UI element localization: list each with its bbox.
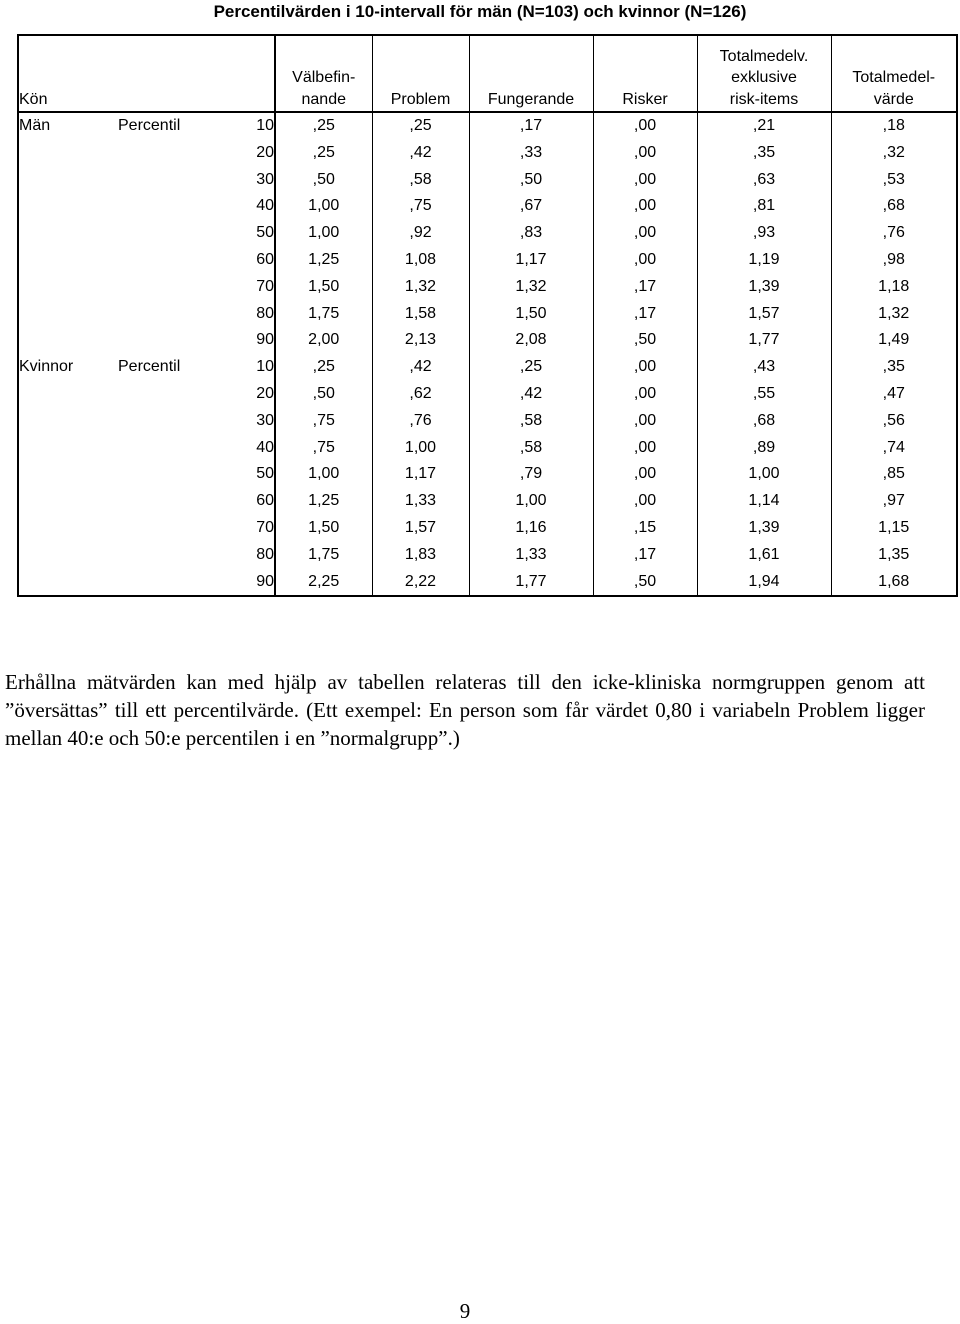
cell-percentile-value: 80 bbox=[256, 304, 274, 322]
cell-totalexkl: 1,14 bbox=[697, 488, 831, 515]
cell-percentile-value: 10 bbox=[256, 358, 274, 376]
cell-fungerande: 1,77 bbox=[469, 569, 593, 597]
cell-total: ,47 bbox=[831, 381, 957, 408]
cell-risker: ,00 bbox=[593, 140, 697, 167]
cell-valbefinnande: 1,75 bbox=[275, 301, 372, 328]
cell-problem: ,62 bbox=[372, 381, 469, 408]
table-row bbox=[18, 354, 957, 381]
cell-percentile-value: 50 bbox=[256, 224, 274, 242]
cell-percentile-label bbox=[118, 220, 213, 247]
cell-total: ,35 bbox=[831, 354, 957, 381]
cell-percentile-label: Percentil bbox=[118, 358, 181, 376]
cell-fungerande: ,50 bbox=[469, 167, 593, 194]
cell-risker: ,17 bbox=[593, 274, 697, 301]
cell-fungerande: 1,32 bbox=[469, 274, 593, 301]
table-row bbox=[18, 327, 957, 354]
cell-percentile-label bbox=[118, 301, 213, 328]
table-row bbox=[18, 301, 957, 328]
cell-risker: ,00 bbox=[593, 247, 697, 274]
cell-risker: ,50 bbox=[593, 569, 697, 597]
table-title: Percentilvärden i 10-intervall för män (N=103) och kvinnor (N=126) bbox=[213, 2, 747, 21]
table-row bbox=[18, 220, 957, 247]
cell-total: ,76 bbox=[831, 220, 957, 247]
cell-risker: ,15 bbox=[593, 515, 697, 542]
cell-valbefinnande: ,25 bbox=[275, 112, 372, 140]
cell-valbefinnande: 1,50 bbox=[275, 274, 372, 301]
cell-fungerande: ,17 bbox=[469, 112, 593, 140]
table-row bbox=[18, 408, 957, 435]
cell-percentile-label bbox=[118, 247, 213, 274]
cell-kon: Män bbox=[19, 117, 51, 134]
cell-percentile-label bbox=[118, 408, 213, 435]
percentile-table bbox=[17, 34, 958, 597]
cell-percentile-value: 40 bbox=[256, 197, 274, 215]
cell-valbefinnande: ,25 bbox=[275, 354, 372, 381]
cell-totalexkl: 1,57 bbox=[697, 301, 831, 328]
cell-risker: ,00 bbox=[593, 435, 697, 462]
cell-totalexkl: ,21 bbox=[697, 112, 831, 140]
cell-percentile-label bbox=[118, 569, 213, 597]
cell-valbefinnande: ,50 bbox=[275, 381, 372, 408]
header-percentile-value bbox=[213, 35, 275, 112]
cell-percentile-label: Percentil bbox=[118, 117, 181, 134]
table-row bbox=[18, 167, 957, 194]
cell-totalexkl: 1,77 bbox=[697, 327, 831, 354]
cell-percentile-value: 10 bbox=[256, 117, 274, 134]
cell-totalexkl: ,43 bbox=[697, 354, 831, 381]
table-row bbox=[18, 569, 957, 597]
cell-totalexkl: ,93 bbox=[697, 220, 831, 247]
cell-totalexkl: 1,39 bbox=[697, 274, 831, 301]
cell-totalexkl: ,89 bbox=[697, 435, 831, 462]
cell-kon bbox=[18, 488, 118, 515]
cell-valbefinnande: 1,25 bbox=[275, 488, 372, 515]
cell-problem: ,76 bbox=[372, 408, 469, 435]
cell-percentile-label bbox=[118, 193, 213, 220]
cell-fungerande: 2,08 bbox=[469, 327, 593, 354]
cell-totalexkl: ,81 bbox=[697, 193, 831, 220]
header-valbefinnande: Välbefin- nande bbox=[275, 35, 372, 112]
cell-percentile-label bbox=[118, 381, 213, 408]
cell-problem: 1,08 bbox=[372, 247, 469, 274]
cell-total: ,97 bbox=[831, 488, 957, 515]
cell-problem: ,42 bbox=[372, 354, 469, 381]
table-row bbox=[18, 542, 957, 569]
cell-risker: ,17 bbox=[593, 301, 697, 328]
cell-fungerande: 1,00 bbox=[469, 488, 593, 515]
cell-valbefinnande: 1,00 bbox=[275, 220, 372, 247]
cell-percentile-label bbox=[118, 274, 213, 301]
cell-percentile-value: 20 bbox=[256, 143, 274, 161]
cell-total: ,68 bbox=[831, 193, 957, 220]
cell-total: 1,15 bbox=[831, 515, 957, 542]
header-fungerande: Fungerande bbox=[469, 35, 593, 112]
cell-percentile-value: 30 bbox=[256, 411, 274, 429]
cell-kon bbox=[18, 381, 118, 408]
cell-fungerande: ,83 bbox=[469, 220, 593, 247]
cell-percentile-label bbox=[118, 515, 213, 542]
table-row bbox=[18, 112, 957, 140]
cell-valbefinnande: 1,00 bbox=[275, 193, 372, 220]
header-problem: Problem bbox=[372, 35, 469, 112]
cell-totalexkl: 1,19 bbox=[697, 247, 831, 274]
cell-percentile-value: 70 bbox=[256, 277, 274, 295]
cell-risker: ,00 bbox=[593, 220, 697, 247]
cell-kon bbox=[18, 167, 118, 194]
table-row bbox=[18, 247, 957, 274]
cell-risker: ,00 bbox=[593, 461, 697, 488]
cell-fungerande: 1,16 bbox=[469, 515, 593, 542]
cell-kon bbox=[18, 193, 118, 220]
cell-percentile-value: 90 bbox=[256, 572, 274, 590]
cell-percentile-label bbox=[118, 435, 213, 462]
cell-percentile-value: 40 bbox=[256, 438, 274, 456]
cell-risker: ,00 bbox=[593, 354, 697, 381]
cell-risker: ,00 bbox=[593, 193, 697, 220]
cell-risker: ,00 bbox=[593, 381, 697, 408]
cell-kon bbox=[18, 408, 118, 435]
cell-fungerande: ,58 bbox=[469, 435, 593, 462]
cell-fungerande: 1,50 bbox=[469, 301, 593, 328]
cell-total: ,98 bbox=[831, 247, 957, 274]
cell-percentile-value: 20 bbox=[256, 384, 274, 402]
table-row bbox=[18, 193, 957, 220]
cell-total: 1,18 bbox=[831, 274, 957, 301]
table-row bbox=[18, 274, 957, 301]
cell-percentile-label bbox=[118, 542, 213, 569]
cell-problem: 1,32 bbox=[372, 274, 469, 301]
table-body bbox=[18, 112, 957, 596]
cell-valbefinnande: 1,50 bbox=[275, 515, 372, 542]
cell-risker: ,50 bbox=[593, 327, 697, 354]
cell-kon bbox=[18, 327, 118, 354]
cell-total: 1,35 bbox=[831, 542, 957, 569]
cell-risker: ,00 bbox=[593, 112, 697, 140]
cell-problem: ,92 bbox=[372, 220, 469, 247]
cell-percentile-value: 60 bbox=[256, 492, 274, 510]
cell-totalexkl: 1,00 bbox=[697, 461, 831, 488]
cell-totalexkl: ,68 bbox=[697, 408, 831, 435]
table-row bbox=[18, 488, 957, 515]
cell-percentile-value: 60 bbox=[256, 250, 274, 268]
explanatory-note: Erhållna mätvärden kan med hjälp av tabellen relateras till den icke-kliniska normgruppen genom att ”översättas” till ett percentilvärde. (Ett exempel: En person som får värdet 0,80 i variabeln Problem ligger mellan 40:e och 50:e percentilen i en ”normalgrupp”.) bbox=[5, 670, 925, 750]
cell-valbefinnande: 1,00 bbox=[275, 461, 372, 488]
header-percentile-label bbox=[118, 35, 213, 112]
cell-kon bbox=[18, 461, 118, 488]
cell-kon bbox=[18, 542, 118, 569]
cell-risker: ,00 bbox=[593, 408, 697, 435]
cell-risker: ,17 bbox=[593, 542, 697, 569]
cell-percentile-label bbox=[118, 140, 213, 167]
cell-fungerande: ,58 bbox=[469, 408, 593, 435]
cell-kon bbox=[18, 515, 118, 542]
cell-percentile-value: 90 bbox=[256, 331, 274, 349]
cell-fungerande: 1,17 bbox=[469, 247, 593, 274]
cell-percentile-label bbox=[118, 488, 213, 515]
table-row bbox=[18, 381, 957, 408]
cell-fungerande: ,42 bbox=[469, 381, 593, 408]
cell-percentile-value: 50 bbox=[256, 465, 274, 483]
cell-totalexkl: ,63 bbox=[697, 167, 831, 194]
table-row bbox=[18, 461, 957, 488]
cell-fungerande: ,79 bbox=[469, 461, 593, 488]
cell-fungerande: ,25 bbox=[469, 354, 593, 381]
header-kon: Kön bbox=[18, 35, 118, 112]
cell-problem: 1,17 bbox=[372, 461, 469, 488]
cell-total: 1,32 bbox=[831, 301, 957, 328]
cell-totalexkl: 1,39 bbox=[697, 515, 831, 542]
cell-problem: ,25 bbox=[372, 112, 469, 140]
cell-total: ,53 bbox=[831, 167, 957, 194]
cell-total: ,18 bbox=[831, 112, 957, 140]
table-row bbox=[18, 140, 957, 167]
cell-percentile-label bbox=[118, 461, 213, 488]
cell-fungerande: ,67 bbox=[469, 193, 593, 220]
cell-problem: 1,33 bbox=[372, 488, 469, 515]
cell-valbefinnande: 2,25 bbox=[275, 569, 372, 597]
cell-problem: 1,00 bbox=[372, 435, 469, 462]
cell-kon bbox=[18, 247, 118, 274]
cell-valbefinnande: 1,75 bbox=[275, 542, 372, 569]
cell-problem: ,75 bbox=[372, 193, 469, 220]
header-total-exkl-risk: Totalmedelv. exklusive risk-items bbox=[697, 35, 831, 112]
cell-fungerande: 1,33 bbox=[469, 542, 593, 569]
cell-valbefinnande: ,75 bbox=[275, 435, 372, 462]
cell-total: ,74 bbox=[831, 435, 957, 462]
cell-percentile-value: 80 bbox=[256, 545, 274, 563]
cell-risker: ,00 bbox=[593, 488, 697, 515]
cell-totalexkl: 1,94 bbox=[697, 569, 831, 597]
cell-kon: Kvinnor bbox=[19, 358, 74, 376]
cell-fungerande: ,33 bbox=[469, 140, 593, 167]
cell-total: ,85 bbox=[831, 461, 957, 488]
cell-problem: 1,83 bbox=[372, 542, 469, 569]
cell-totalexkl: ,55 bbox=[697, 381, 831, 408]
cell-total: ,56 bbox=[831, 408, 957, 435]
cell-problem: 1,58 bbox=[372, 301, 469, 328]
table-row bbox=[18, 515, 957, 542]
cell-kon bbox=[18, 274, 118, 301]
cell-valbefinnande: ,75 bbox=[275, 408, 372, 435]
cell-problem: 2,22 bbox=[372, 569, 469, 597]
cell-valbefinnande: 2,00 bbox=[275, 327, 372, 354]
cell-valbefinnande: ,50 bbox=[275, 167, 372, 194]
cell-totalexkl: ,35 bbox=[697, 140, 831, 167]
page-number: 9 bbox=[459, 1299, 471, 1323]
cell-problem: 1,57 bbox=[372, 515, 469, 542]
cell-percentile-label bbox=[118, 167, 213, 194]
cell-risker: ,00 bbox=[593, 167, 697, 194]
cell-totalexkl: 1,61 bbox=[697, 542, 831, 569]
cell-total: 1,49 bbox=[831, 327, 957, 354]
header-total: Totalmedel- värde bbox=[831, 35, 957, 112]
cell-problem: ,42 bbox=[372, 140, 469, 167]
header-risker: Risker bbox=[593, 35, 697, 112]
cell-kon bbox=[18, 569, 118, 597]
cell-kon bbox=[18, 220, 118, 247]
cell-total: 1,68 bbox=[831, 569, 957, 597]
table-row bbox=[18, 435, 957, 462]
cell-problem: 2,13 bbox=[372, 327, 469, 354]
cell-percentile-label bbox=[118, 327, 213, 354]
cell-valbefinnande: 1,25 bbox=[275, 247, 372, 274]
cell-percentile-value: 30 bbox=[256, 170, 274, 188]
cell-valbefinnande: ,25 bbox=[275, 140, 372, 167]
table-header-row bbox=[18, 35, 957, 112]
cell-kon bbox=[18, 435, 118, 462]
cell-percentile-value: 70 bbox=[256, 518, 274, 536]
cell-kon bbox=[18, 301, 118, 328]
cell-problem: ,58 bbox=[372, 167, 469, 194]
cell-kon bbox=[18, 140, 118, 167]
cell-total: ,32 bbox=[831, 140, 957, 167]
